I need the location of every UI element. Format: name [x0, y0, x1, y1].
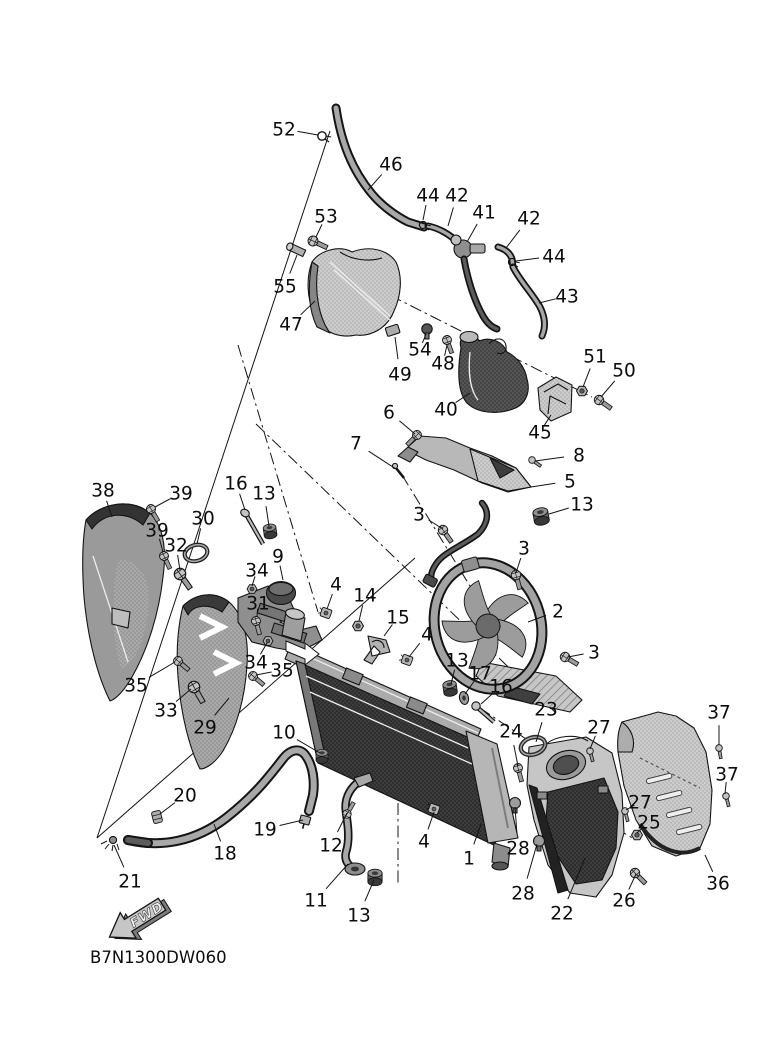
callout-leader-13 — [549, 508, 569, 514]
callout-leader-51 — [583, 368, 590, 387]
callout-label-8[interactable]: 8 — [573, 445, 585, 467]
callout-label-45[interactable]: 45 — [528, 422, 552, 444]
callout-label-35[interactable]: 35 — [124, 675, 148, 697]
clip-19 — [298, 815, 311, 830]
callout-label-49[interactable]: 49 — [388, 364, 412, 386]
callout-leader-36 — [705, 855, 713, 872]
screw-37b — [722, 792, 732, 807]
callout-label-44[interactable]: 44 — [416, 185, 440, 207]
rivet-21 — [101, 836, 119, 851]
callout-leader-24 — [514, 745, 518, 766]
callout-label-13[interactable]: 13 — [252, 483, 276, 505]
callout-label-24[interactable]: 24 — [499, 721, 523, 743]
callout-label-2[interactable]: 2 — [552, 601, 564, 623]
callout-label-46[interactable]: 46 — [379, 154, 403, 176]
callout-label-42[interactable]: 42 — [517, 208, 541, 230]
callout-label-16[interactable]: 16 — [224, 473, 248, 495]
callout-label-31[interactable]: 31 — [246, 593, 270, 615]
callout-label-37[interactable]: 37 — [707, 702, 731, 724]
bolt-24 — [512, 762, 525, 782]
callout-label-34[interactable]: 34 — [245, 560, 269, 582]
diagram-code: B7N1300DW060 — [90, 948, 227, 967]
grommet-13c — [263, 523, 278, 539]
callout-leader-8 — [535, 457, 564, 461]
fwd-arrow — [102, 889, 176, 953]
clip-4a — [317, 606, 332, 619]
radiator-cap-9 — [267, 582, 296, 605]
callout-leader-52 — [298, 131, 318, 135]
callout-label-28[interactable]: 28 — [506, 838, 530, 860]
callout-label-21[interactable]: 21 — [118, 871, 142, 893]
callout-label-26[interactable]: 26 — [612, 890, 636, 912]
stay-15 — [364, 636, 390, 664]
callout-leader-13 — [266, 506, 269, 526]
callout-label-27[interactable]: 27 — [628, 792, 652, 814]
callout-label-34[interactable]: 34 — [244, 652, 268, 674]
callout-label-25[interactable]: 25 — [637, 812, 661, 834]
callout-leader-5 — [531, 483, 555, 487]
callout-leader-44 — [423, 205, 426, 220]
callout-leader-6 — [399, 421, 415, 434]
bolt-16b — [472, 702, 494, 722]
callout-label-30[interactable]: 30 — [191, 508, 215, 530]
grommet-13d — [368, 869, 382, 886]
callout-leader-16 — [240, 494, 245, 510]
callout-label-19[interactable]: 19 — [253, 819, 277, 841]
callout-label-13[interactable]: 13 — [347, 905, 371, 927]
callout-label-39[interactable]: 39 — [145, 520, 169, 542]
stay-bracket-5 — [398, 436, 531, 492]
callout-label-53[interactable]: 53 — [314, 206, 338, 228]
callout-label-13[interactable]: 13 — [570, 494, 594, 516]
callout-label-5[interactable]: 5 — [564, 471, 576, 493]
bolt-3c — [559, 651, 581, 669]
callout-label-55[interactable]: 55 — [273, 276, 297, 298]
callout-leader-3 — [568, 654, 584, 657]
callout-label-47[interactable]: 47 — [279, 314, 303, 336]
callout-label-41[interactable]: 41 — [472, 202, 496, 224]
callout-leader-32 — [178, 555, 180, 570]
callout-label-17[interactable]: 17 — [468, 663, 492, 685]
screw-37a — [715, 744, 724, 759]
callout-label-3[interactable]: 3 — [588, 642, 600, 664]
bolt-53 — [306, 234, 329, 252]
callout-leader-3 — [429, 520, 443, 529]
callout-label-12[interactable]: 12 — [319, 835, 343, 857]
screw-8 — [527, 455, 542, 468]
grommet-13a — [532, 507, 550, 527]
bolt-32 — [172, 566, 195, 592]
callout-label-39[interactable]: 39 — [169, 483, 193, 505]
bolt-16a — [239, 508, 263, 544]
pipe-11 — [345, 773, 373, 875]
callout-label-48[interactable]: 48 — [431, 353, 455, 375]
callout-label-51[interactable]: 51 — [583, 346, 607, 368]
nut-51 — [577, 386, 588, 396]
callout-leader-30 — [197, 528, 201, 544]
nut-14 — [353, 621, 364, 631]
callout-label-27[interactable]: 27 — [587, 717, 611, 739]
callout-leader-4 — [409, 643, 420, 657]
callout-leader-7 — [369, 451, 396, 469]
callout-label-42[interactable]: 42 — [445, 185, 469, 207]
callout-label-4[interactable]: 4 — [421, 624, 433, 646]
callout-label-20[interactable]: 20 — [173, 785, 197, 807]
callout-label-7[interactable]: 7 — [350, 433, 362, 455]
callout-label-54[interactable]: 54 — [408, 339, 432, 361]
damper-54 — [422, 324, 432, 339]
callout-label-15[interactable]: 15 — [386, 607, 410, 629]
clip-49 — [385, 324, 400, 337]
callout-leader-4 — [327, 594, 332, 609]
air-duct-22 — [527, 736, 624, 897]
bracket-45 — [538, 377, 572, 421]
grommet-13b — [442, 680, 458, 697]
callout-label-18[interactable]: 18 — [213, 843, 237, 865]
callout-leader-41 — [467, 224, 477, 242]
collar-55 — [285, 242, 305, 257]
nut-34a — [247, 585, 257, 594]
washer-17 — [458, 691, 470, 706]
callout-label-44[interactable]: 44 — [542, 246, 566, 268]
callout-label-6[interactable]: 6 — [383, 402, 395, 424]
callout-label-4[interactable]: 4 — [418, 831, 430, 853]
callout-label-28[interactable]: 28 — [511, 883, 535, 905]
callout-leader-42 — [448, 207, 453, 226]
callout-leader-44 — [516, 258, 539, 261]
callout-leader-49 — [395, 337, 398, 359]
callout-label-50[interactable]: 50 — [612, 360, 636, 382]
callout-leader-43 — [539, 299, 556, 303]
callout-label-3[interactable]: 3 — [413, 504, 425, 526]
callout-label-9[interactable]: 9 — [272, 546, 284, 568]
clamp-20 — [151, 810, 163, 824]
bolt-50 — [592, 393, 613, 412]
callout-label-11[interactable]: 11 — [304, 890, 328, 912]
pin-7 — [392, 463, 404, 478]
callout-leader-11 — [326, 864, 348, 889]
reservoir-cover-47 — [308, 249, 400, 336]
callout-label-38[interactable]: 38 — [91, 480, 115, 502]
callout-label-35[interactable]: 35 — [270, 660, 294, 682]
callout-label-22[interactable]: 22 — [550, 903, 574, 925]
nut-34b — [263, 637, 273, 646]
callout-leader-9 — [280, 566, 283, 580]
callout-label-13[interactable]: 13 — [445, 650, 469, 672]
radiator-hose-18 — [128, 750, 314, 843]
callout-label-23[interactable]: 23 — [534, 699, 558, 721]
callout-label-4[interactable]: 4 — [330, 574, 342, 596]
callout-leader-55 — [290, 255, 297, 274]
thermo-valve-41 — [419, 221, 544, 336]
callout-label-16[interactable]: 16 — [489, 676, 513, 698]
reservoir-tank-40 — [459, 332, 528, 413]
bolt-48 — [441, 334, 456, 354]
callout-label-36[interactable]: 36 — [706, 873, 730, 895]
callout-label-3[interactable]: 3 — [518, 538, 530, 560]
callout-leader-14 — [359, 605, 363, 621]
callout-label-43[interactable]: 43 — [555, 286, 579, 308]
callout-label-37[interactable]: 37 — [715, 764, 739, 786]
callout-leader-42 — [506, 230, 520, 248]
callout-label-52[interactable]: 52 — [272, 119, 296, 141]
callout-label-40[interactable]: 40 — [434, 399, 458, 421]
callout-leader-50 — [601, 381, 615, 397]
callout-label-32[interactable]: 32 — [164, 535, 188, 557]
callout-label-1[interactable]: 1 — [463, 848, 475, 870]
callout-label-10[interactable]: 10 — [272, 722, 296, 744]
callout-label-14[interactable]: 14 — [353, 585, 377, 607]
fwd-label: FWD — [127, 899, 167, 932]
callout-leader-46 — [368, 174, 382, 190]
callout-label-29[interactable]: 29 — [193, 717, 217, 739]
callout-label-33[interactable]: 33 — [154, 700, 178, 722]
